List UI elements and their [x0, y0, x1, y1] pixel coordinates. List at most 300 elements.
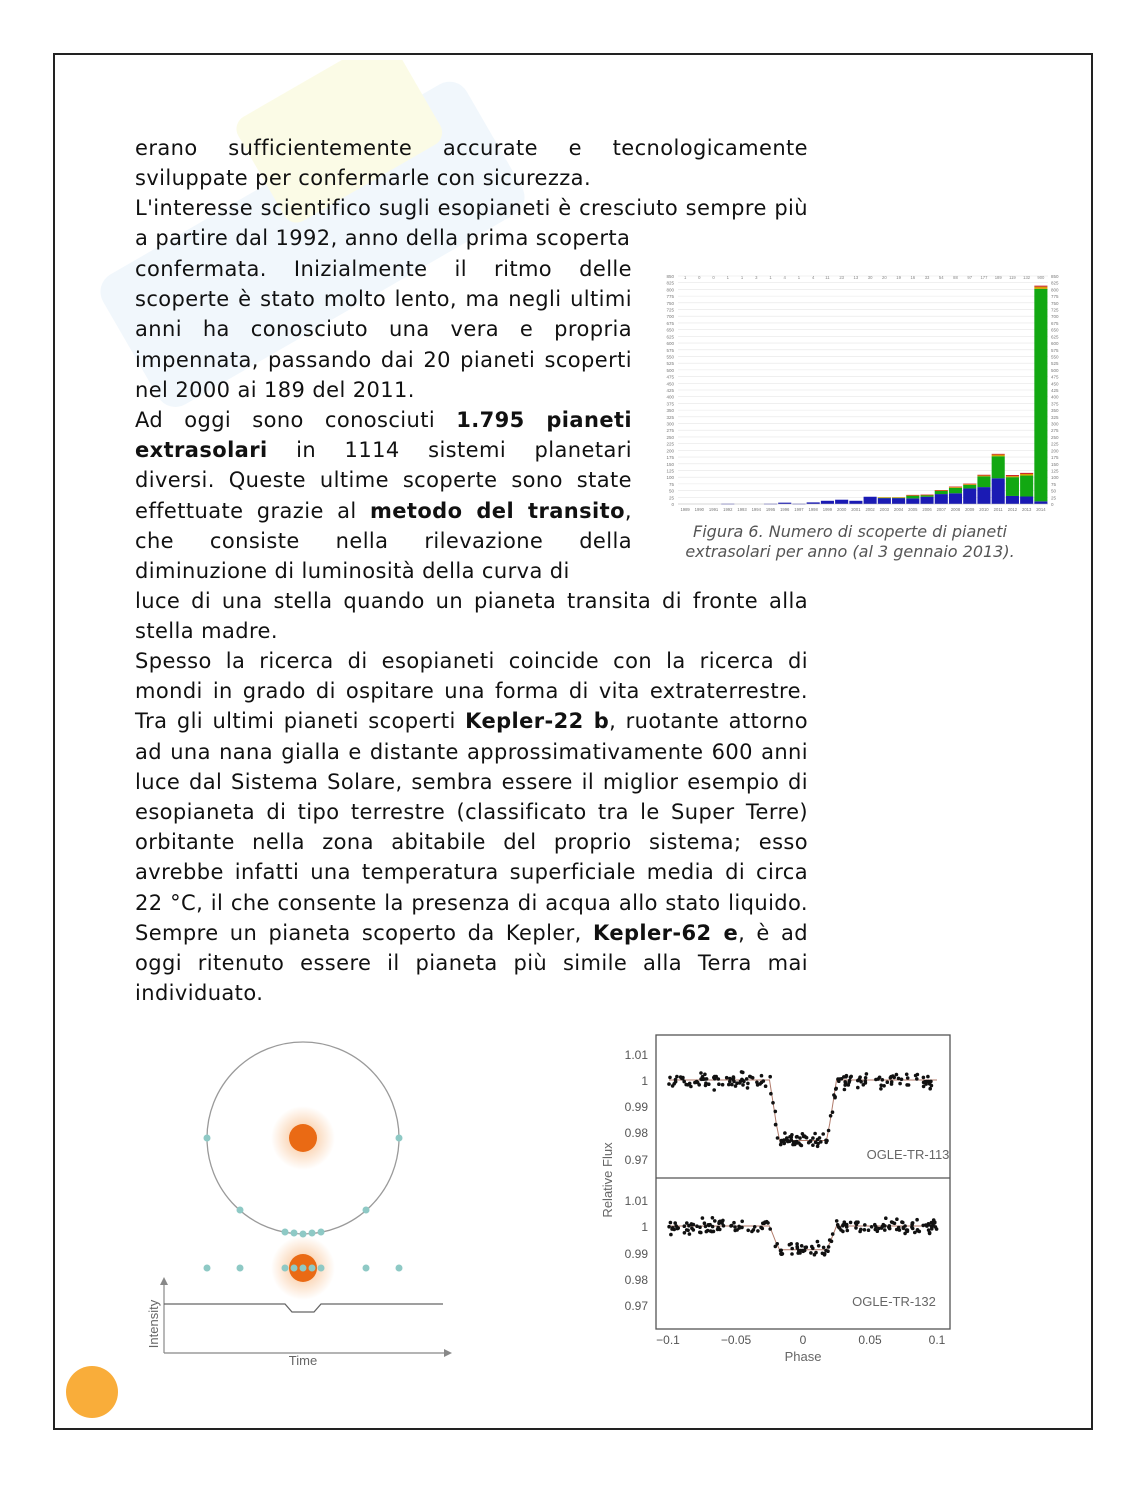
figure-6-caption: Figura 6. Numero di scoperte di pianeti extrasolari per anno (al 3 gennaio 2013).	[685, 522, 1015, 561]
ytick-right: 725	[1051, 307, 1059, 313]
bar-segment-orange	[892, 497, 905, 498]
flux-point-OGLE-TR-113	[790, 1133, 794, 1137]
bar-segment-red	[963, 484, 976, 485]
flux-point-OGLE-TR-113	[926, 1075, 930, 1079]
flux-point-OGLE-TR-132	[902, 1227, 906, 1231]
year-tick-label: 1994	[751, 507, 761, 512]
bar-segment-orange	[1020, 474, 1033, 476]
flux-point-OGLE-TR-132	[704, 1225, 708, 1229]
planet-position	[300, 1265, 307, 1272]
year-total-label: 177	[980, 275, 988, 280]
ytick-left: 825	[666, 280, 674, 286]
ytick-top: 0.97	[624, 1153, 648, 1167]
year-total-label: 19	[896, 275, 901, 280]
bar-segment-blue	[849, 501, 862, 504]
flux-point-OGLE-TR-113	[728, 1077, 732, 1081]
flux-point-OGLE-TR-113	[732, 1080, 736, 1084]
flux-point-OGLE-TR-132	[779, 1249, 783, 1253]
flux-point-OGLE-TR-132	[911, 1221, 915, 1225]
ytick-right: 325	[1051, 414, 1059, 420]
ytick-left: 75	[668, 481, 674, 487]
flux-point-OGLE-TR-132	[695, 1224, 699, 1228]
year-total-label: 189	[994, 275, 1002, 280]
flux-point-OGLE-TR-132	[713, 1219, 717, 1223]
paragraph-3-part-c: , che consiste nella rilevazione della diminuzione di luminosità della curva di	[135, 498, 632, 584]
xtick: 0	[799, 1333, 807, 1347]
ytick-right: 750	[1051, 300, 1059, 306]
flux-point-OGLE-TR-113	[897, 1077, 901, 1081]
bar-segment-orange	[949, 487, 962, 488]
year-total-label: 30	[867, 275, 873, 280]
ytick-right: 625	[1051, 334, 1059, 340]
panel-2-label: OGLE-TR-132	[852, 1294, 936, 1309]
year-total-label: 13	[853, 275, 859, 280]
flux-point-OGLE-TR-113	[865, 1072, 869, 1076]
flux-point-OGLE-TR-113	[922, 1081, 926, 1085]
ytick-left: 175	[666, 455, 674, 461]
year-tick-label: 1995	[765, 507, 776, 512]
ytick-left: 850	[666, 274, 674, 279]
flux-point-OGLE-TR-132	[768, 1227, 772, 1231]
flux-point-OGLE-TR-132	[827, 1245, 831, 1249]
bar-segment-blue	[949, 493, 962, 504]
ytick-right: 775	[1051, 294, 1059, 300]
bar-segment-blue	[1020, 496, 1033, 504]
flux-point-OGLE-TR-113	[886, 1080, 890, 1084]
flux-point-OGLE-TR-113	[746, 1086, 750, 1090]
year-tick-label: 1998	[808, 507, 818, 512]
flux-point-OGLE-TR-132	[737, 1226, 741, 1230]
paragraph-3-text-end: luce di una stella quando un pianeta transita di fronte alla stella madre.	[135, 589, 808, 644]
flux-point-OGLE-TR-113	[856, 1086, 860, 1090]
ytick-left: 650	[666, 327, 674, 333]
ytick-left: 25	[668, 495, 674, 501]
year-total-label: 1	[683, 275, 687, 280]
year-tick-label: 1991	[708, 507, 719, 512]
flux-point-OGLE-TR-132	[906, 1230, 910, 1234]
flux-point-OGLE-TR-132	[888, 1224, 892, 1228]
bar-segment-blue	[963, 488, 976, 504]
paragraph-3-part-a: Ad oggi sono conosciuti	[135, 408, 457, 432]
flux-point-OGLE-TR-113	[833, 1096, 837, 1100]
flux-point-OGLE-TR-132	[667, 1225, 671, 1229]
ytick-left: 400	[666, 394, 674, 400]
ytick-left: 775	[666, 294, 674, 300]
flux-point-OGLE-TR-132	[858, 1230, 862, 1234]
flux-point-OGLE-TR-113	[827, 1129, 831, 1133]
planet-position	[237, 1265, 244, 1272]
bar-segment-blue	[892, 498, 905, 504]
flux-point-OGLE-TR-132	[733, 1225, 737, 1229]
planet-position	[363, 1207, 370, 1214]
flux-point-OGLE-TR-113	[914, 1074, 918, 1078]
year-total-label: 1	[740, 275, 744, 280]
flux-point-OGLE-TR-113	[824, 1141, 828, 1145]
ytick-bottom: 0.98	[624, 1273, 648, 1287]
ytick-right: 475	[1051, 374, 1059, 380]
paragraph-1	[135, 133, 808, 193]
planet-position	[291, 1230, 298, 1237]
flux-point-OGLE-TR-113	[741, 1083, 745, 1087]
flux-point-OGLE-TR-132	[855, 1220, 859, 1224]
year-tick-label: 1993	[737, 507, 747, 512]
ytick-left: 575	[666, 347, 674, 353]
flux-point-OGLE-TR-132	[849, 1221, 853, 1225]
ytick-right: 25	[1051, 495, 1057, 501]
bar-segment-red	[1034, 286, 1047, 287]
flux-point-OGLE-TR-113	[906, 1076, 910, 1080]
bold-transit-method: metodo del transito	[369, 498, 625, 523]
flux-point-OGLE-TR-132	[911, 1227, 915, 1231]
flux-point-OGLE-TR-132	[746, 1229, 750, 1233]
ytick-left: 450	[666, 381, 674, 387]
year-tick-label: 2014	[1036, 507, 1046, 512]
paragraph-4-text	[135, 646, 808, 1008]
bar-segment-red	[935, 490, 948, 491]
paragraph-3-part-b: in 1114 sistemi planetari diversi. Queste ultime scoperte sono state effettuate grazie al	[135, 438, 632, 523]
year-total-label: 97	[967, 275, 973, 280]
ytick-left: 525	[666, 361, 674, 367]
flux-point-OGLE-TR-132	[845, 1223, 849, 1227]
flux-point-OGLE-TR-132	[809, 1251, 813, 1255]
flux-point-OGLE-TR-132	[863, 1223, 867, 1227]
flux-point-OGLE-TR-132	[669, 1233, 673, 1237]
paragraph-4-part-a: Spesso la ricerca di esopianeti coincide con la ricerca di mondi in grado di ospitare una forma di vita extraterrestre. Tra gli ultimi pianeti scoperti	[135, 649, 808, 734]
flux-point-OGLE-TR-132	[683, 1224, 687, 1228]
flux-point-OGLE-TR-113	[713, 1075, 717, 1079]
ytick-top: 1.01	[624, 1048, 648, 1062]
ytick-right: 600	[1051, 341, 1059, 347]
flux-point-OGLE-TR-132	[712, 1230, 716, 1234]
flux-point-OGLE-TR-113	[703, 1073, 707, 1077]
ytick-right: 450	[1051, 381, 1059, 387]
flux-point-OGLE-TR-113	[705, 1077, 709, 1081]
paragraph-4-part-b: , ruotante attorno ad una nana gialla e distante approssimativamente 600 anni luce dal Sistema Solare, sembra essere il miglior esempio di esopianeta di tipo terrestre (classificato tra le Super Terre) orbitante nella zona abitabile del proprio sistema; esso avrebbe infatti una temperatura superficiale media di circa 22 °C, il che consente la presenza di acqua allo stato liquido. Sempre un pianeta scoperto da Kepler,	[135, 709, 808, 945]
ytick-right: 575	[1051, 347, 1059, 353]
year-tick-label: 1997	[794, 507, 804, 512]
year-total-label: 88	[953, 275, 958, 280]
bar-segment-blue	[835, 500, 848, 504]
ytick-right: 550	[1051, 354, 1059, 360]
bar-segment-green	[906, 496, 919, 499]
flux-point-OGLE-TR-132	[720, 1221, 724, 1225]
flux-point-OGLE-TR-113	[819, 1140, 823, 1144]
flux-point-OGLE-TR-132	[759, 1226, 763, 1230]
flux-point-OGLE-TR-113	[874, 1078, 878, 1082]
flux-point-OGLE-TR-113	[864, 1081, 868, 1085]
flux-point-OGLE-TR-113	[782, 1142, 786, 1146]
flux-point-OGLE-TR-113	[746, 1082, 750, 1086]
flux-point-OGLE-TR-113	[774, 1123, 778, 1127]
paragraph-3-text	[135, 405, 632, 586]
flux-point-OGLE-TR-113	[771, 1101, 775, 1105]
flux-point-OGLE-TR-113	[847, 1083, 851, 1087]
flux-point-OGLE-TR-113	[682, 1080, 686, 1084]
paragraph-2-full	[135, 193, 808, 253]
year-tick-label: 2011	[993, 507, 1003, 512]
planet-position	[309, 1230, 316, 1237]
xtick: −0.1	[656, 1333, 680, 1347]
flux-point-OGLE-TR-113	[699, 1077, 703, 1081]
flux-point-OGLE-TR-113	[805, 1136, 809, 1140]
year-total-label: 3	[755, 275, 758, 280]
flux-point-OGLE-TR-113	[764, 1084, 768, 1088]
planet-position	[237, 1207, 244, 1214]
flux-point-OGLE-TR-132	[884, 1216, 888, 1220]
flux-point-OGLE-TR-113	[758, 1082, 762, 1086]
year-total-label: 0	[712, 275, 715, 280]
flux-point-OGLE-TR-113	[829, 1114, 833, 1118]
flux-point-OGLE-TR-132	[831, 1232, 835, 1236]
paragraph-2-wrapped	[135, 254, 632, 405]
orange-page-marker	[66, 1366, 118, 1418]
intensity-axis-arrow	[160, 1277, 168, 1285]
flux-point-OGLE-TR-132	[706, 1229, 710, 1233]
flux-point-OGLE-TR-113	[816, 1138, 820, 1142]
flux-point-OGLE-TR-132	[703, 1221, 707, 1225]
flux-point-OGLE-TR-132	[846, 1229, 850, 1233]
flux-point-OGLE-TR-132	[890, 1220, 894, 1224]
flux-point-OGLE-TR-132	[928, 1232, 932, 1236]
flux-point-OGLE-TR-113	[760, 1074, 764, 1078]
bold-kepler-62e: Kepler-62 e	[593, 920, 739, 945]
flux-point-OGLE-TR-132	[822, 1246, 826, 1250]
discoveries-bar-chart	[650, 268, 1070, 518]
flux-point-OGLE-TR-113	[795, 1135, 799, 1139]
ytick-right: 375	[1051, 401, 1059, 407]
flux-point-OGLE-TR-132	[788, 1243, 792, 1247]
flux-point-OGLE-TR-113	[668, 1076, 672, 1080]
flux-point-OGLE-TR-113	[895, 1073, 899, 1077]
flux-point-OGLE-TR-113	[704, 1081, 708, 1085]
flux-point-OGLE-TR-132	[813, 1253, 817, 1257]
bar-segment-blue	[906, 498, 919, 504]
ytick-right: 225	[1051, 441, 1059, 447]
flux-point-OGLE-TR-132	[916, 1228, 920, 1232]
ytick-top: 0.98	[624, 1126, 648, 1140]
year-total-label: 54	[938, 275, 944, 280]
flux-point-OGLE-TR-113	[725, 1076, 729, 1080]
bar-segment-blue	[864, 497, 877, 504]
flux-point-OGLE-TR-113	[905, 1083, 909, 1087]
year-tick-label: 2012	[1007, 507, 1018, 512]
paragraph-4	[135, 646, 808, 1008]
year-tick-label: 2001	[851, 507, 861, 512]
ytick-left: 800	[666, 287, 674, 293]
flux-point-OGLE-TR-113	[776, 1136, 780, 1140]
flux-point-OGLE-TR-132	[913, 1231, 917, 1235]
bar-segment-red	[1020, 473, 1033, 474]
flux-point-OGLE-TR-113	[748, 1075, 752, 1079]
phase-label: Phase	[784, 1349, 822, 1364]
flux-point-OGLE-TR-132	[915, 1218, 919, 1222]
year-tick-label: 2004	[893, 507, 904, 512]
star-top	[289, 1124, 317, 1152]
flux-point-OGLE-TR-113	[741, 1071, 745, 1075]
flux-point-OGLE-TR-132	[841, 1230, 845, 1234]
flux-point-OGLE-TR-132	[867, 1228, 871, 1232]
ytick-left: 750	[666, 300, 674, 306]
paragraph-3-wrapped	[135, 405, 632, 586]
flux-point-OGLE-TR-113	[717, 1077, 721, 1081]
year-tick-label: 2007	[936, 507, 946, 512]
ytick-right: 275	[1051, 428, 1059, 434]
ytick-left: 475	[666, 374, 674, 380]
ytick-right: 350	[1051, 408, 1059, 414]
flux-point-OGLE-TR-113	[879, 1087, 883, 1091]
ytick-left: 325	[666, 414, 674, 420]
flux-point-OGLE-TR-132	[816, 1240, 820, 1244]
flux-point-OGLE-TR-132	[688, 1232, 692, 1236]
flux-point-OGLE-TR-113	[675, 1075, 679, 1079]
flux-point-OGLE-TR-113	[811, 1143, 815, 1147]
bar-segment-blue	[878, 498, 891, 504]
year-total-label: 23	[839, 275, 844, 280]
year-total-label: 16	[910, 275, 916, 280]
flux-point-OGLE-TR-132	[817, 1244, 821, 1248]
flux-point-OGLE-TR-132	[774, 1245, 778, 1249]
flux-point-OGLE-TR-132	[780, 1252, 784, 1256]
ytick-right: 300	[1051, 421, 1059, 427]
year-tick-label: 2010	[979, 507, 989, 512]
bar-segment-orange	[992, 455, 1005, 457]
flux-point-OGLE-TR-113	[831, 1110, 835, 1114]
planet-position	[204, 1135, 211, 1142]
year-total-label: 900	[1037, 275, 1045, 280]
flux-point-OGLE-TR-113	[740, 1078, 744, 1082]
bar-segment-red	[920, 495, 933, 496]
planet-position	[309, 1265, 316, 1272]
bar-segment-red	[949, 487, 962, 488]
paragraph-4-part-c: , è ad oggi ritenuto essere il pianeta più simile alla Terra mai individuato.	[135, 920, 809, 1006]
bar-segment-orange	[1006, 476, 1019, 477]
planet-position	[282, 1229, 289, 1236]
year-total-label: 1	[797, 275, 801, 280]
bar-segment-red	[977, 475, 990, 476]
flux-point-OGLE-TR-113	[717, 1082, 721, 1086]
flux-point-OGLE-TR-113	[699, 1071, 703, 1075]
planet-position	[318, 1229, 325, 1236]
paragraph-1-text: erano sufficientemente accurate e tecnologicamente sviluppate per confermarle con sicurezza.	[135, 136, 808, 191]
flux-point-OGLE-TR-132	[740, 1220, 744, 1224]
flux-point-OGLE-TR-113	[843, 1080, 847, 1084]
relative-flux-label: Relative Flux	[600, 1142, 615, 1218]
bar-segment-blue	[935, 494, 948, 504]
ytick-top: 1	[641, 1074, 648, 1088]
ytick-left: 150	[666, 461, 674, 467]
year-total-label: 20	[882, 275, 887, 280]
flux-point-OGLE-TR-132	[863, 1228, 867, 1232]
year-tick-label: 2000	[836, 507, 847, 512]
flux-point-OGLE-TR-132	[692, 1228, 696, 1232]
flux-point-OGLE-TR-132	[753, 1225, 757, 1229]
ytick-left: 675	[666, 320, 674, 326]
flux-point-OGLE-TR-113	[774, 1110, 778, 1114]
bar-segment-green	[963, 485, 976, 488]
bar-segment-green	[1034, 289, 1047, 501]
year-tick-label: 2002	[865, 507, 875, 512]
ytick-left: 50	[668, 488, 674, 494]
year-total-label: 33	[924, 275, 930, 280]
ytick-right: 50	[1051, 488, 1057, 494]
flux-point-OGLE-TR-132	[837, 1225, 841, 1229]
year-total-label: 4	[783, 275, 786, 280]
flux-point-OGLE-TR-113	[721, 1083, 725, 1087]
flux-point-OGLE-TR-113	[807, 1141, 811, 1145]
flux-point-OGLE-TR-132	[711, 1216, 715, 1220]
flux-point-OGLE-TR-132	[810, 1245, 814, 1249]
flux-point-OGLE-TR-132	[854, 1226, 858, 1230]
bar-segment-orange	[878, 497, 891, 498]
flux-point-OGLE-TR-113	[892, 1076, 896, 1080]
ytick-right: 425	[1051, 388, 1059, 393]
flux-point-OGLE-TR-113	[795, 1140, 799, 1144]
ytick-right: 525	[1051, 361, 1059, 367]
flux-point-OGLE-TR-113	[667, 1082, 671, 1086]
flux-point-OGLE-TR-132	[701, 1216, 705, 1220]
intensity-label: Intensity	[146, 1299, 161, 1349]
bar-segment-blue	[992, 478, 1005, 504]
flux-point-OGLE-TR-132	[803, 1246, 807, 1250]
flux-point-OGLE-TR-113	[922, 1076, 926, 1080]
bar-segment-orange	[963, 484, 976, 485]
flux-point-OGLE-TR-113	[864, 1076, 868, 1080]
flux-point-OGLE-TR-113	[768, 1075, 772, 1079]
flux-point-OGLE-TR-132	[876, 1229, 880, 1233]
flux-point-OGLE-TR-113	[905, 1073, 909, 1077]
year-tick-label: 1996	[780, 507, 790, 512]
year-total-label: 11	[825, 275, 830, 280]
flux-point-OGLE-TR-113	[686, 1083, 690, 1087]
year-tick-label: 2013	[1021, 507, 1032, 512]
year-total-label: 119	[1009, 275, 1016, 280]
flux-point-OGLE-TR-113	[755, 1081, 759, 1085]
flux-point-OGLE-TR-132	[796, 1246, 800, 1250]
year-total-label: 132	[1023, 275, 1031, 280]
ytick-right: 150	[1051, 461, 1059, 467]
bar-segment-blue	[977, 487, 990, 504]
flux-point-OGLE-TR-113	[674, 1080, 678, 1084]
flux-point-OGLE-TR-113	[928, 1087, 932, 1091]
flux-point-OGLE-TR-113	[834, 1087, 838, 1091]
flux-point-OGLE-TR-132	[671, 1226, 675, 1230]
transit-diagram	[140, 1035, 460, 1375]
flux-point-OGLE-TR-113	[693, 1081, 697, 1085]
flux-point-OGLE-TR-132	[935, 1227, 939, 1231]
flux-point-OGLE-TR-113	[679, 1075, 683, 1079]
ytick-left: 300	[666, 421, 674, 427]
flux-point-OGLE-TR-132	[790, 1252, 794, 1256]
ytick-right: 100	[1051, 475, 1059, 481]
ytick-right: 825	[1051, 280, 1059, 286]
planet-position	[291, 1265, 298, 1272]
ytick-left: 725	[666, 307, 674, 313]
bar-segment-green	[1020, 476, 1033, 497]
flux-point-OGLE-TR-113	[840, 1077, 844, 1081]
flux-point-OGLE-TR-113	[878, 1076, 882, 1080]
paragraph-3-full	[135, 586, 808, 646]
ytick-right: 850	[1051, 274, 1059, 279]
paragraph-2-text-b: confermata. Inizialmente il ritmo delle scoperte è stato molto lento, ma negli ultimi anni ha conosciuto una vera e propria impennata, passando dai 20 pianeti scoperti nel 2000 ai 189 del 2011.	[135, 257, 632, 402]
ytick-left: 600	[666, 341, 674, 347]
flux-point-OGLE-TR-132	[900, 1220, 904, 1224]
flux-point-OGLE-TR-132	[803, 1249, 807, 1253]
flux-point-OGLE-TR-132	[716, 1226, 720, 1230]
ytick-right: 700	[1051, 314, 1059, 320]
ytick-left: 425	[666, 388, 674, 393]
year-tick-label: 2008	[950, 507, 961, 512]
flux-point-OGLE-TR-113	[732, 1076, 736, 1080]
